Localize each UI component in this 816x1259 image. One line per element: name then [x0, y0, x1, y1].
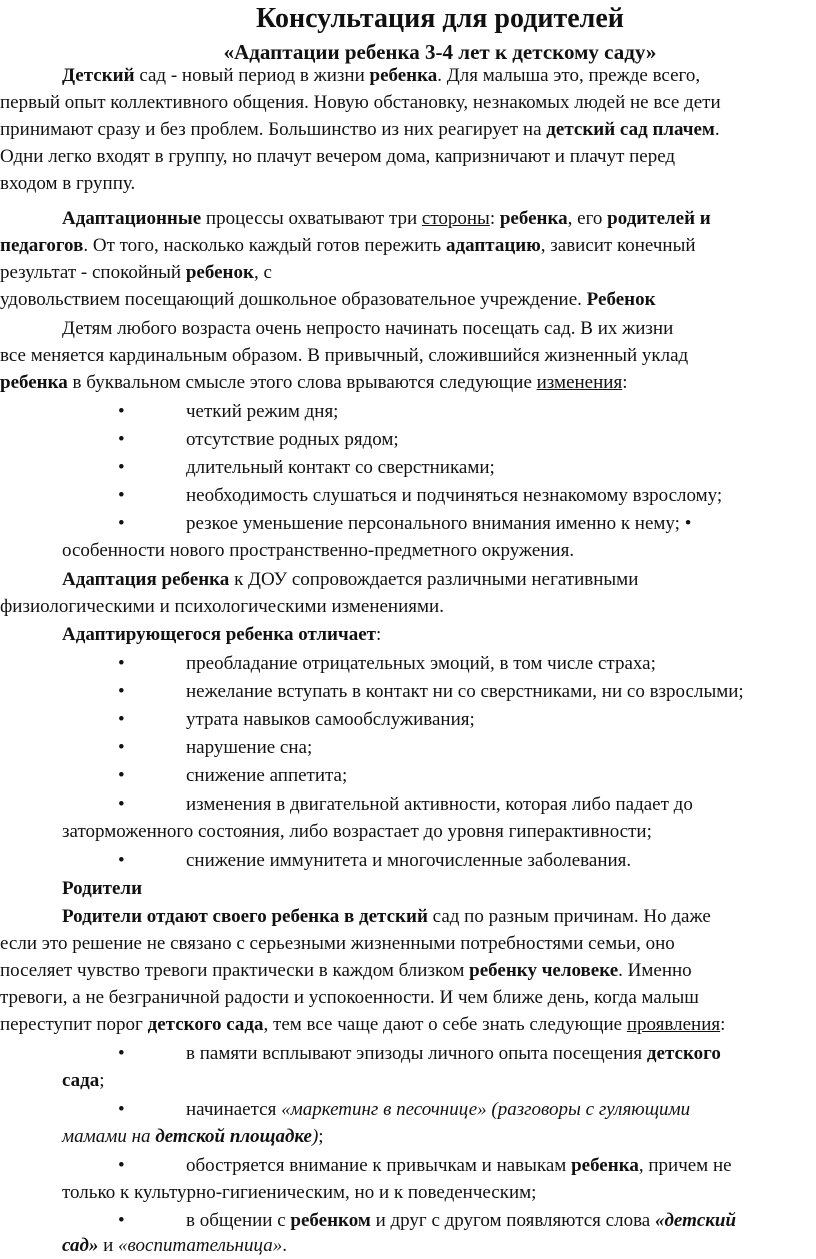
list-item: утрата навыков самообслуживания; — [186, 709, 475, 730]
list-item: начинается «маркетинг в песочнице» (разговоры с гуляющими — [186, 1099, 691, 1120]
paragraph-line: Детский сад - новый период в жизни ребенка. Для малыша это, прежде всего, — [62, 65, 701, 86]
document-title: Консультация для родителей — [256, 3, 624, 34]
bullet-marker: • — [118, 513, 125, 534]
section-heading: Родители — [62, 878, 143, 899]
paragraph-line: входом в группу. — [0, 173, 136, 194]
paragraph-line: ребенка в буквальном смысле этого слова врываются следующие изменения: — [0, 372, 628, 393]
bullet-marker: • — [118, 1043, 125, 1064]
list-item: резкое уменьшение персонального внимания именно к нему; • — [186, 513, 692, 534]
bullet-marker: • — [118, 485, 125, 506]
bullet-marker: • — [118, 681, 125, 702]
bullet-marker: • — [118, 709, 125, 730]
list-item-continuation: только к культурно-гигиеническим, но и к поведенческим; — [62, 1182, 537, 1203]
paragraph-line: Родители отдают своего ребенка в детский сад по разным причинам. Но даже — [62, 906, 711, 927]
list-item-continuation: особенности нового пространственно-предметного окружения. — [62, 540, 575, 561]
paragraph-line: поселяет чувство тревоги практически в каждом близком ребенку человеке. Именно — [0, 960, 692, 981]
list-item: снижение иммунитета и многочисленные заболевания. — [186, 850, 632, 871]
list-item: нежелание вступать в контакт ни со сверстниками, ни со взрослыми; — [186, 681, 744, 702]
bullet-marker: • — [118, 1210, 125, 1231]
paragraph-line: Адаптация ребенка к ДОУ сопровождается различными негативными — [62, 569, 639, 590]
paragraph-line: Адаптационные процессы охватывают три стороны: ребенка, его родителей и — [62, 208, 711, 229]
bullet-marker: • — [118, 765, 125, 786]
paragraph-line: результат - спокойный ребенок, с — [0, 262, 272, 283]
bullet-marker: • — [118, 794, 125, 815]
paragraph-line: если это решение не связано с серьезными жизненными потребностями семьи, оно — [0, 933, 675, 954]
paragraph-line: все меняется кардинальным образом. В привычный, сложившийся жизненный уклад — [0, 345, 689, 366]
list-item-continuation: сад» и «воспитательница». — [62, 1235, 287, 1256]
paragraph-line: переступит порог детского сада, тем все чаще дают о себе знать следующие проявления: — [0, 1014, 726, 1035]
paragraph-line: первый опыт коллективного общения. Новую обстановку, незнакомых людей не все дети — [0, 92, 721, 113]
bullet-marker: • — [118, 1099, 125, 1120]
paragraph-line: физиологическими и психологическими изменениями. — [0, 596, 444, 617]
paragraph-line: тревоги, а не безграничной радости и успокоенности. И чем ближе день, когда малыш — [0, 987, 699, 1008]
paragraph-line: удовольствием посещающий дошкольное образовательное учреждение. Ребенок — [0, 289, 656, 310]
list-item: преобладание отрицательных эмоций, в том числе страха; — [186, 653, 656, 674]
bullet-marker: • — [118, 850, 125, 871]
bullet-marker: • — [118, 457, 125, 478]
list-item-continuation: заторможенного состояния, либо возрастает до уровня гиперактивности; — [62, 821, 652, 842]
document-subtitle: «Адаптации ребенка 3-4 лет к детскому саду» — [223, 40, 657, 64]
list-item: отсутствие родных рядом; — [186, 429, 399, 450]
bullet-marker: • — [118, 653, 125, 674]
list-item: изменения в двигательной активности, которая либо падает до — [186, 794, 693, 815]
list-item-continuation: сада; — [62, 1070, 105, 1091]
paragraph-line: принимают сразу и без проблем. Большинство из них реагирует на детский сад плачем. — [0, 119, 720, 140]
list-item-continuation: мамами на детской площадке); — [62, 1126, 324, 1147]
paragraph-line: педагогов. От того, насколько каждый готов пережить адаптацию, зависит конечный — [0, 235, 696, 256]
list-item: в памяти всплывают эпизоды личного опыта посещения детского — [186, 1043, 721, 1064]
list-item: четкий режим дня; — [186, 401, 339, 422]
list-item: необходимость слушаться и подчиняться незнакомому взрослому; — [186, 485, 723, 506]
list-item: обостряется внимание к привычкам и навыкам ребенка, причем не — [186, 1155, 732, 1176]
paragraph-line: Одни легко входят в группу, но плачут вечером дома, капризничают и плачут перед — [0, 146, 676, 167]
list-item: нарушение сна; — [186, 737, 313, 758]
bullet-marker: • — [118, 737, 125, 758]
list-item: в общении с ребенком и друг с другом появляются слова «детский — [186, 1210, 737, 1231]
bullet-marker: • — [118, 401, 125, 422]
paragraph-line: Адаптирующегося ребенка отличает: — [62, 624, 382, 645]
bullet-marker: • — [118, 1155, 125, 1176]
list-item: снижение аппетита; — [186, 765, 348, 786]
bullet-marker: • — [118, 429, 125, 450]
paragraph-line: Детям любого возраста очень непросто начинать посещать сад. В их жизни — [62, 318, 674, 339]
list-item: длительный контакт со сверстниками; — [186, 457, 495, 478]
